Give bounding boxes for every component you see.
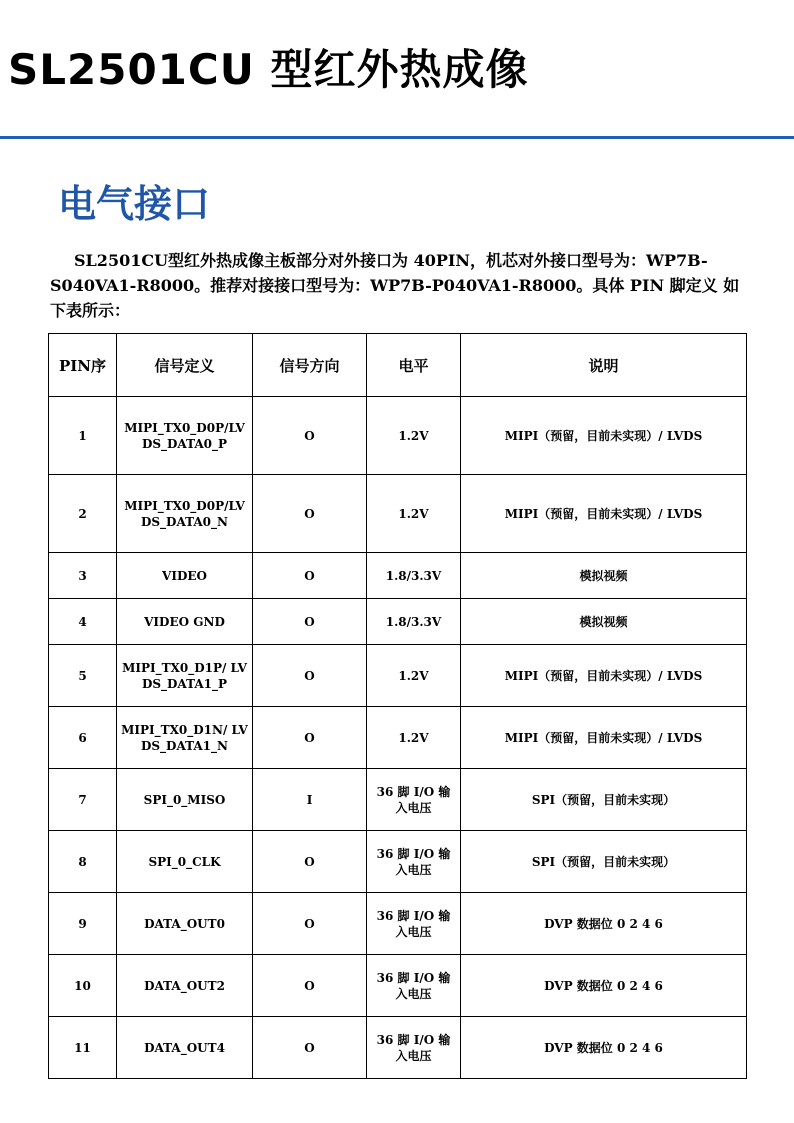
- level-cell: 36 脚 I/O 输入电压: [367, 1017, 461, 1079]
- pin-cell: 7: [49, 769, 117, 831]
- direction-cell: O: [253, 645, 367, 707]
- pin-cell: 3: [49, 553, 117, 599]
- signal-cell: MIPI_TX0_D1N/ LVDS_DATA1_N: [117, 707, 253, 769]
- table-row: [49, 831, 747, 893]
- direction-cell: O: [253, 475, 367, 553]
- direction-cell: I: [253, 769, 367, 831]
- description-cell: MIPI（预留，目前未实现）/ LVDS: [461, 475, 747, 553]
- direction-cell: O: [253, 599, 367, 645]
- level-cell: 1.2V: [367, 645, 461, 707]
- signal-cell: DATA_OUT2: [117, 955, 253, 1017]
- column-header-level: 电平: [367, 334, 461, 397]
- level-cell: 1.8/3.3V: [367, 599, 461, 645]
- table-row: [49, 707, 747, 769]
- level-cell: 36 脚 I/O 输入电压: [367, 831, 461, 893]
- pin-cell: 9: [49, 893, 117, 955]
- table-row: [49, 769, 747, 831]
- direction-cell: O: [253, 831, 367, 893]
- signal-cell: SPI_0_MISO: [117, 769, 253, 831]
- table-row: [49, 553, 747, 599]
- pin-cell: 11: [49, 1017, 117, 1079]
- level-cell: 1.2V: [367, 475, 461, 553]
- table-row: [49, 599, 747, 645]
- direction-cell: O: [253, 955, 367, 1017]
- signal-cell: MIPI_TX0_D0P/LVDS_DATA0_P: [117, 397, 253, 475]
- signal-cell: DATA_OUT0: [117, 893, 253, 955]
- pin-cell: 4: [49, 599, 117, 645]
- table-row: [49, 955, 747, 1017]
- level-cell: 36 脚 I/O 输入电压: [367, 893, 461, 955]
- pin-cell: 1: [49, 397, 117, 475]
- description-cell: MIPI（预留，目前未实现）/ LVDS: [461, 645, 747, 707]
- level-cell: 1.8/3.3V: [367, 553, 461, 599]
- table-header-row: [49, 334, 747, 397]
- description-cell: 模拟视频: [461, 553, 747, 599]
- intro-paragraph: [50, 248, 744, 323]
- column-header-signal: 信号定义: [117, 334, 253, 397]
- description-cell: 模拟视频: [461, 599, 747, 645]
- direction-cell: O: [253, 553, 367, 599]
- table-row: [49, 397, 747, 475]
- description-cell: MIPI（预留，目前未实现）/ LVDS: [461, 707, 747, 769]
- signal-cell: VIDEO: [117, 553, 253, 599]
- level-cell: 1.2V: [367, 707, 461, 769]
- description-cell: SPI（预留，目前未实现）: [461, 831, 747, 893]
- signal-cell: SPI_0_CLK: [117, 831, 253, 893]
- section-heading: 电气接口: [58, 181, 211, 226]
- signal-cell: DATA_OUT4: [117, 1017, 253, 1079]
- column-header-description: 说明: [461, 334, 747, 397]
- level-cell: 36 脚 I/O 输入电压: [367, 769, 461, 831]
- description-cell: SPI（预留，目前未实现）: [461, 769, 747, 831]
- signal-cell: VIDEO GND: [117, 599, 253, 645]
- direction-cell: O: [253, 397, 367, 475]
- description-cell: DVP 数据位 0 2 4 6: [461, 955, 747, 1017]
- table-row: [49, 645, 747, 707]
- pin-cell: 8: [49, 831, 117, 893]
- pin-cell: 6: [49, 707, 117, 769]
- direction-cell: O: [253, 893, 367, 955]
- signal-cell: MIPI_TX0_D1P/ LVDS_DATA1_P: [117, 645, 253, 707]
- title-divider: [0, 136, 794, 139]
- description-cell: MIPI（预留，目前未实现）/ LVDS: [461, 397, 747, 475]
- column-header-pin: PIN序: [49, 334, 117, 397]
- table-row: [49, 1017, 747, 1079]
- description-cell: DVP 数据位 0 2 4 6: [461, 1017, 747, 1079]
- document-title: SL2501CU 型红外热成像: [8, 45, 529, 94]
- pin-cell: 2: [49, 475, 117, 553]
- level-cell: 1.2V: [367, 397, 461, 475]
- signal-cell: MIPI_TX0_D0P/LVDS_DATA0_N: [117, 475, 253, 553]
- intro-text: SL2501CU型红外热成像主板部分对外接口为 40PIN，机芯对外接口型号为：WP7B-S040VA1-R8000。推荐对接接口型号为：WP7B-P040VA1-R8000。具体 PIN 脚定义 如下表所示：: [50, 251, 740, 320]
- direction-cell: O: [253, 1017, 367, 1079]
- table-row: [49, 475, 747, 553]
- pin-definition-table: [48, 333, 747, 1079]
- direction-cell: O: [253, 707, 367, 769]
- pin-cell: 5: [49, 645, 117, 707]
- level-cell: 36 脚 I/O 输入电压: [367, 955, 461, 1017]
- table-row: [49, 893, 747, 955]
- pin-cell: 10: [49, 955, 117, 1017]
- column-header-direction: 信号方向: [253, 334, 367, 397]
- description-cell: DVP 数据位 0 2 4 6: [461, 893, 747, 955]
